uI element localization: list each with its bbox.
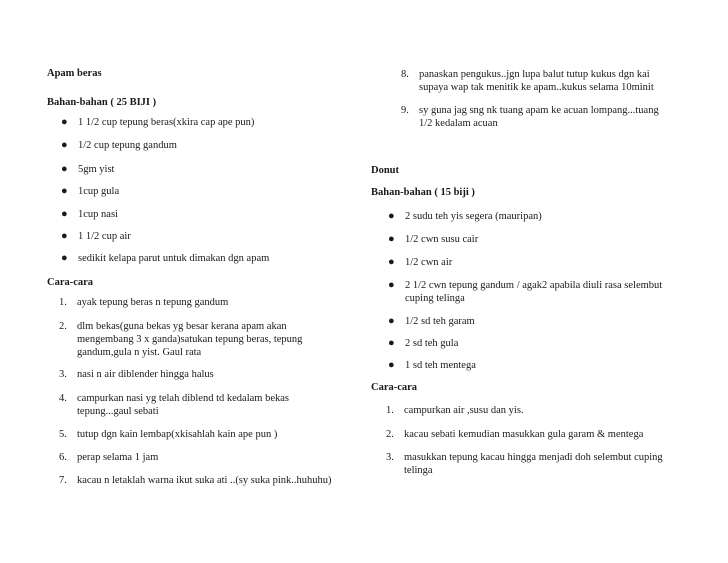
ingredients-heading-apam: Bahan-bahan ( 25 BIJI )	[47, 97, 157, 108]
bullet-icon: ●	[61, 208, 68, 220]
bullet-icon: ●	[388, 210, 395, 222]
bullet-icon: ●	[388, 233, 395, 245]
bullet-icon: ●	[61, 252, 68, 264]
ingredients-heading-donut: Bahan-bahan ( 15 biji )	[371, 187, 475, 198]
bullet-icon: ●	[388, 279, 395, 291]
bullet-icon: ●	[388, 359, 395, 371]
bullet-icon: ●	[388, 315, 395, 327]
method-heading-donut: Cara-cara	[371, 382, 418, 393]
bullet-icon: ●	[61, 163, 68, 175]
recipe-title-donut: Donut	[371, 165, 400, 176]
method-heading-apam: Cara-cara	[47, 277, 94, 288]
bullet-icon: ●	[388, 256, 395, 268]
bullet-icon: ●	[61, 116, 68, 128]
bullet-icon: ●	[388, 337, 395, 349]
bullet-icon: ●	[61, 185, 68, 197]
recipe-title-apam: Apam beras	[47, 68, 102, 79]
bullet-icon: ●	[61, 139, 68, 151]
bullet-icon: ●	[61, 230, 68, 242]
